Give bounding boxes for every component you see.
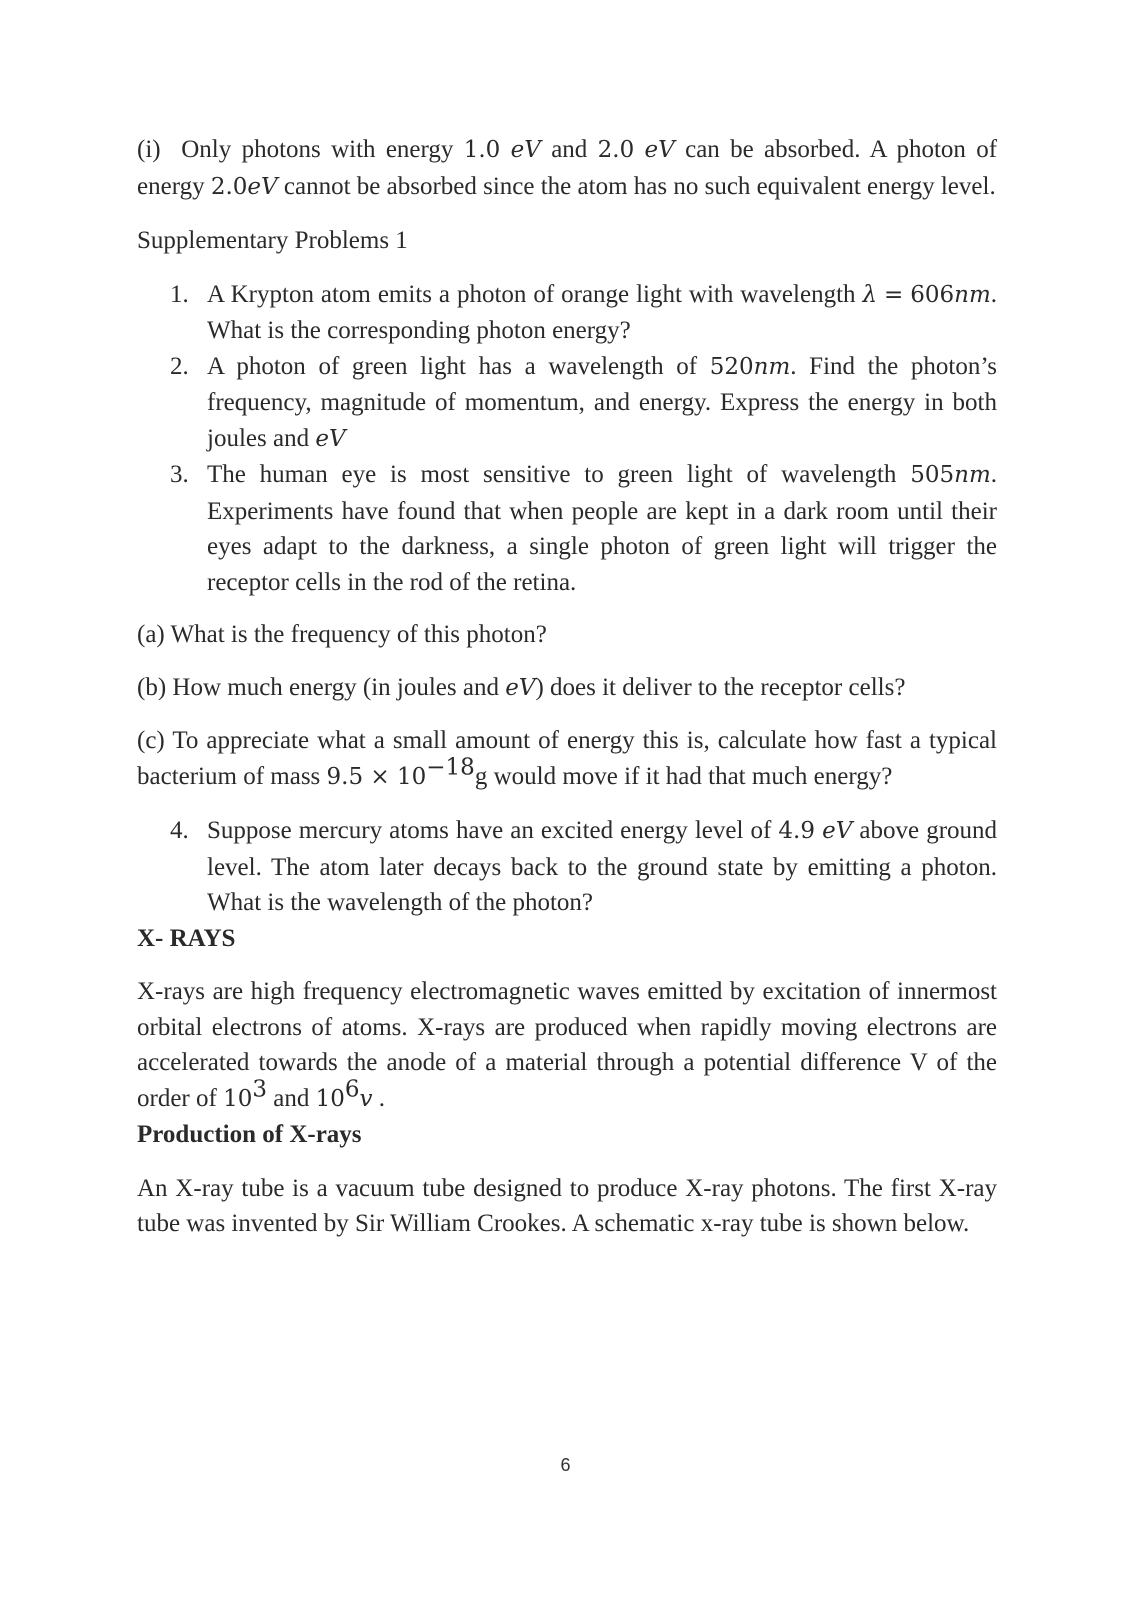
- problem-text: A Krypton atom emits a photon of orange light with wavelength: [207, 280, 856, 308]
- page-number: 6: [560, 1455, 571, 1475]
- problem-item: [137, 349, 997, 458]
- sub-question-c: [137, 723, 997, 795]
- voltage-base: 10: [223, 1085, 253, 1112]
- problem-number: 2.: [170, 352, 189, 380]
- intro-label: (i): [137, 136, 161, 163]
- energy-value: 2.0: [210, 173, 248, 200]
- intro-text: can be absorbed. A photon of energy: [137, 136, 998, 200]
- sub-question-b: [137, 670, 997, 707]
- energy-unit: eV: [247, 173, 278, 200]
- problem-text: Suppose mercury atoms have an excited energy level of: [207, 817, 772, 844]
- document-page: [137, 132, 997, 1242]
- xrays-text: .: [378, 1084, 386, 1112]
- energy-unit: eV: [510, 137, 541, 163]
- production-paragraph: An X-ray tube is a vacuum tube designed to produce X-ray photons. The first X-ray tube was invented by Sir William Crookes. A schematic x-ray tube is shown below.: [137, 1174, 997, 1237]
- wavelength-unit: nm: [954, 281, 991, 308]
- xrays-text: and: [273, 1084, 310, 1112]
- problem-number: 4.: [170, 817, 189, 844]
- energy-unit: eV: [505, 674, 536, 701]
- equals-sign: =: [884, 281, 904, 308]
- energy-value: 4.9: [778, 818, 815, 844]
- energy-value: 2.0: [597, 137, 635, 163]
- sub-question-text: (b) How much energy (in joules and: [137, 673, 499, 701]
- problem-text: above ground level. The atom later decays back to the ground state by emitting a photon. What is the wavelength of the photon?: [207, 817, 998, 916]
- wavelength-value: 505: [910, 462, 955, 488]
- wavelength-unit: nm: [954, 462, 991, 488]
- problem-item: [137, 277, 997, 349]
- sub-question-text: (c) To appreciate what a small amount of energy this is, calculate how fast a typical bacterium of mass: [137, 727, 997, 790]
- problem-text: The human eye is most sensitive to green light of wavelength: [207, 461, 897, 488]
- voltage-base: 10: [315, 1085, 345, 1112]
- wavelength-symbol: λ: [862, 281, 878, 308]
- intro-text: Only photons with energy: [181, 136, 454, 163]
- voltage-exponent: 6: [344, 1076, 360, 1103]
- problem-list: [137, 277, 997, 601]
- problem-number: 1.: [170, 280, 189, 308]
- voltage-exponent: 3: [252, 1076, 267, 1103]
- intro-text: cannot be absorbed since the atom has no such equivalent energy level.: [283, 172, 996, 200]
- xrays-paragraph: [137, 974, 997, 1117]
- problem-text: . Experiments have found that when people are kept in a dark room until their eyes adapt to the darkness, a single photon of green light will trigger the receptor cells in the rod of the retina.: [207, 461, 998, 596]
- wavelength-value: 606: [910, 281, 955, 308]
- production-heading: Production of X-rays: [137, 1121, 362, 1148]
- wavelength-unit: nm: [753, 353, 791, 380]
- problem-item: [137, 457, 997, 600]
- problem-text: . Find the photon’s frequency, magnitude of momentum, and energy. Express the energy in both joules and: [207, 352, 998, 452]
- energy-unit: eV: [644, 137, 675, 163]
- voltage-unit: v: [359, 1085, 373, 1112]
- problem-number: 3.: [170, 461, 189, 488]
- energy-unit: eV: [822, 818, 853, 844]
- mass-value: 9.5 × 10: [326, 763, 427, 790]
- intro-paragraph: [137, 132, 997, 205]
- problem-text: A photon of green light has a wavelength of: [207, 352, 698, 380]
- intro-text: and: [551, 136, 588, 163]
- xrays-text: X-rays are high frequency electromagnetic waves emitted by excitation of innermost orbital electrons of atoms. X-rays are produced when rapidly moving electrons are accelerated towards the anode of a material through a potential difference V of the order of: [137, 978, 997, 1112]
- mass-exponent: −18: [426, 754, 475, 781]
- problem-item: [137, 813, 997, 921]
- wavelength-value: 520: [709, 353, 754, 380]
- energy-unit: eV: [315, 425, 346, 452]
- energy-value: 1.0: [463, 137, 501, 163]
- sub-question-text: ) does it deliver to the receptor cells?: [535, 673, 906, 701]
- xrays-heading: X- RAYS: [137, 924, 236, 952]
- sub-question-a: (a) What is the frequency of this photon?: [137, 621, 547, 648]
- supplementary-title: Supplementary Problems 1: [137, 227, 408, 254]
- sub-question-text: g would move if it had that much energy?: [474, 762, 893, 790]
- problem-text: . What is the corresponding photon energy?: [207, 280, 998, 344]
- problem-list-continued: [137, 813, 997, 921]
